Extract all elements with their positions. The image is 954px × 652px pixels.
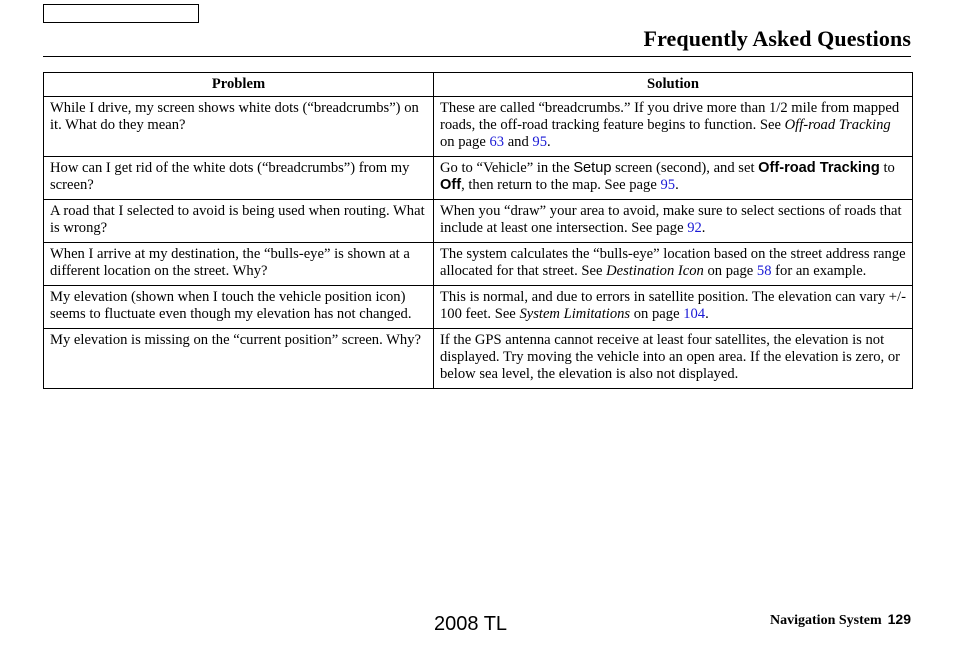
column-header-solution: Solution (434, 73, 913, 97)
solution-text: on page (703, 263, 757, 279)
solution-text: . (547, 134, 551, 150)
table-row (44, 286, 913, 329)
solution-text: . (701, 220, 706, 236)
solution-cell (434, 200, 913, 243)
table-row (44, 97, 913, 157)
table-header-row (44, 73, 913, 97)
page-title: Frequently Asked Questions (643, 26, 911, 51)
solution-text: . (675, 177, 679, 193)
column-header-problem: Problem (44, 73, 434, 97)
problem-cell: A road that I selected to avoid is being used when routing. What is wrong? (44, 200, 434, 243)
solution-text: screen (second), and set (611, 160, 759, 176)
table-row (44, 200, 913, 243)
table-row (44, 243, 913, 286)
solution-text: When you “draw” your area to avoid, make sure to select sections of roads that include at least one intersection. See page (440, 203, 902, 236)
solution-text: The system calculates the “bulls-eye” location based on the street address range allocated for that street. See (440, 246, 906, 279)
problem-cell: My elevation (shown when I touch the vehicle position icon) seems to fluctuate even though my elevation has not changed. (44, 286, 434, 329)
solution-text: . (705, 306, 709, 322)
solution-text: This is normal, and due to errors in satellite position. The elevation can vary +/- 100 feet. See (440, 289, 906, 322)
header-tab-box (43, 4, 199, 23)
footer-model: 2008 TL (434, 613, 508, 635)
solution-text: on page (630, 306, 684, 322)
solution-text: Go to “Vehicle” in the (440, 160, 574, 176)
problem-cell: My elevation is missing on the “current position” screen. Why? (44, 329, 434, 389)
problem-cell: How can I get rid of the white dots (“breadcrumbs”) from my screen? (44, 157, 434, 200)
footer-section-label (770, 611, 911, 629)
solution-text: and (504, 134, 533, 150)
page-link-95[interactable]: 95 (660, 177, 676, 193)
page-link-92[interactable]: 92 (687, 220, 702, 236)
cross-reference: System Limitations (519, 306, 631, 322)
solution-cell (434, 286, 913, 329)
solution-text: to (879, 160, 895, 176)
solution-text: , then return to the map. See page (461, 177, 661, 193)
page-link-63[interactable]: 63 (489, 134, 505, 150)
page-link-58[interactable]: 58 (756, 263, 772, 279)
table-row (44, 157, 913, 200)
solution-cell (434, 329, 913, 389)
footer-section-name: Navigation System (770, 613, 882, 628)
off-setting-label: Off (440, 177, 462, 193)
solution-cell (434, 97, 913, 157)
page-link-104[interactable]: 104 (683, 306, 706, 322)
problem-cell: While I drive, my screen shows white dots (“breadcrumbs”) on it. What do they mean? (44, 97, 434, 157)
page-link-95[interactable]: 95 (532, 134, 548, 150)
solution-cell (434, 243, 913, 286)
table-row (44, 329, 913, 389)
solution-cell (434, 157, 913, 200)
problem-cell: When I arrive at my destination, the “bulls-eye” is shown at a different location on the street. Why? (44, 243, 434, 286)
title-divider (43, 56, 911, 57)
faq-table (43, 72, 913, 389)
offroad-tracking-label: Off-road Tracking (758, 160, 880, 176)
solution-text: These are called “breadcrumbs.” If you drive more than 1/2 mile from mapped roads, the off-road tracking feature begins to function. See (440, 100, 900, 133)
solution-text: If the GPS antenna cannot receive at least four satellites, the elevation is not displayed. Try moving the vehicle into an open area. If the elevation is zero, or below sea level, the elevation is also not displayed. (440, 332, 900, 382)
page-number: 129 (887, 611, 911, 627)
solution-text: on page (440, 134, 490, 150)
cross-reference: Off-road Tracking (784, 117, 891, 133)
solution-text: for an example. (771, 263, 867, 279)
cross-reference: Destination Icon (606, 263, 704, 279)
setup-screen-label: Setup (573, 160, 612, 176)
